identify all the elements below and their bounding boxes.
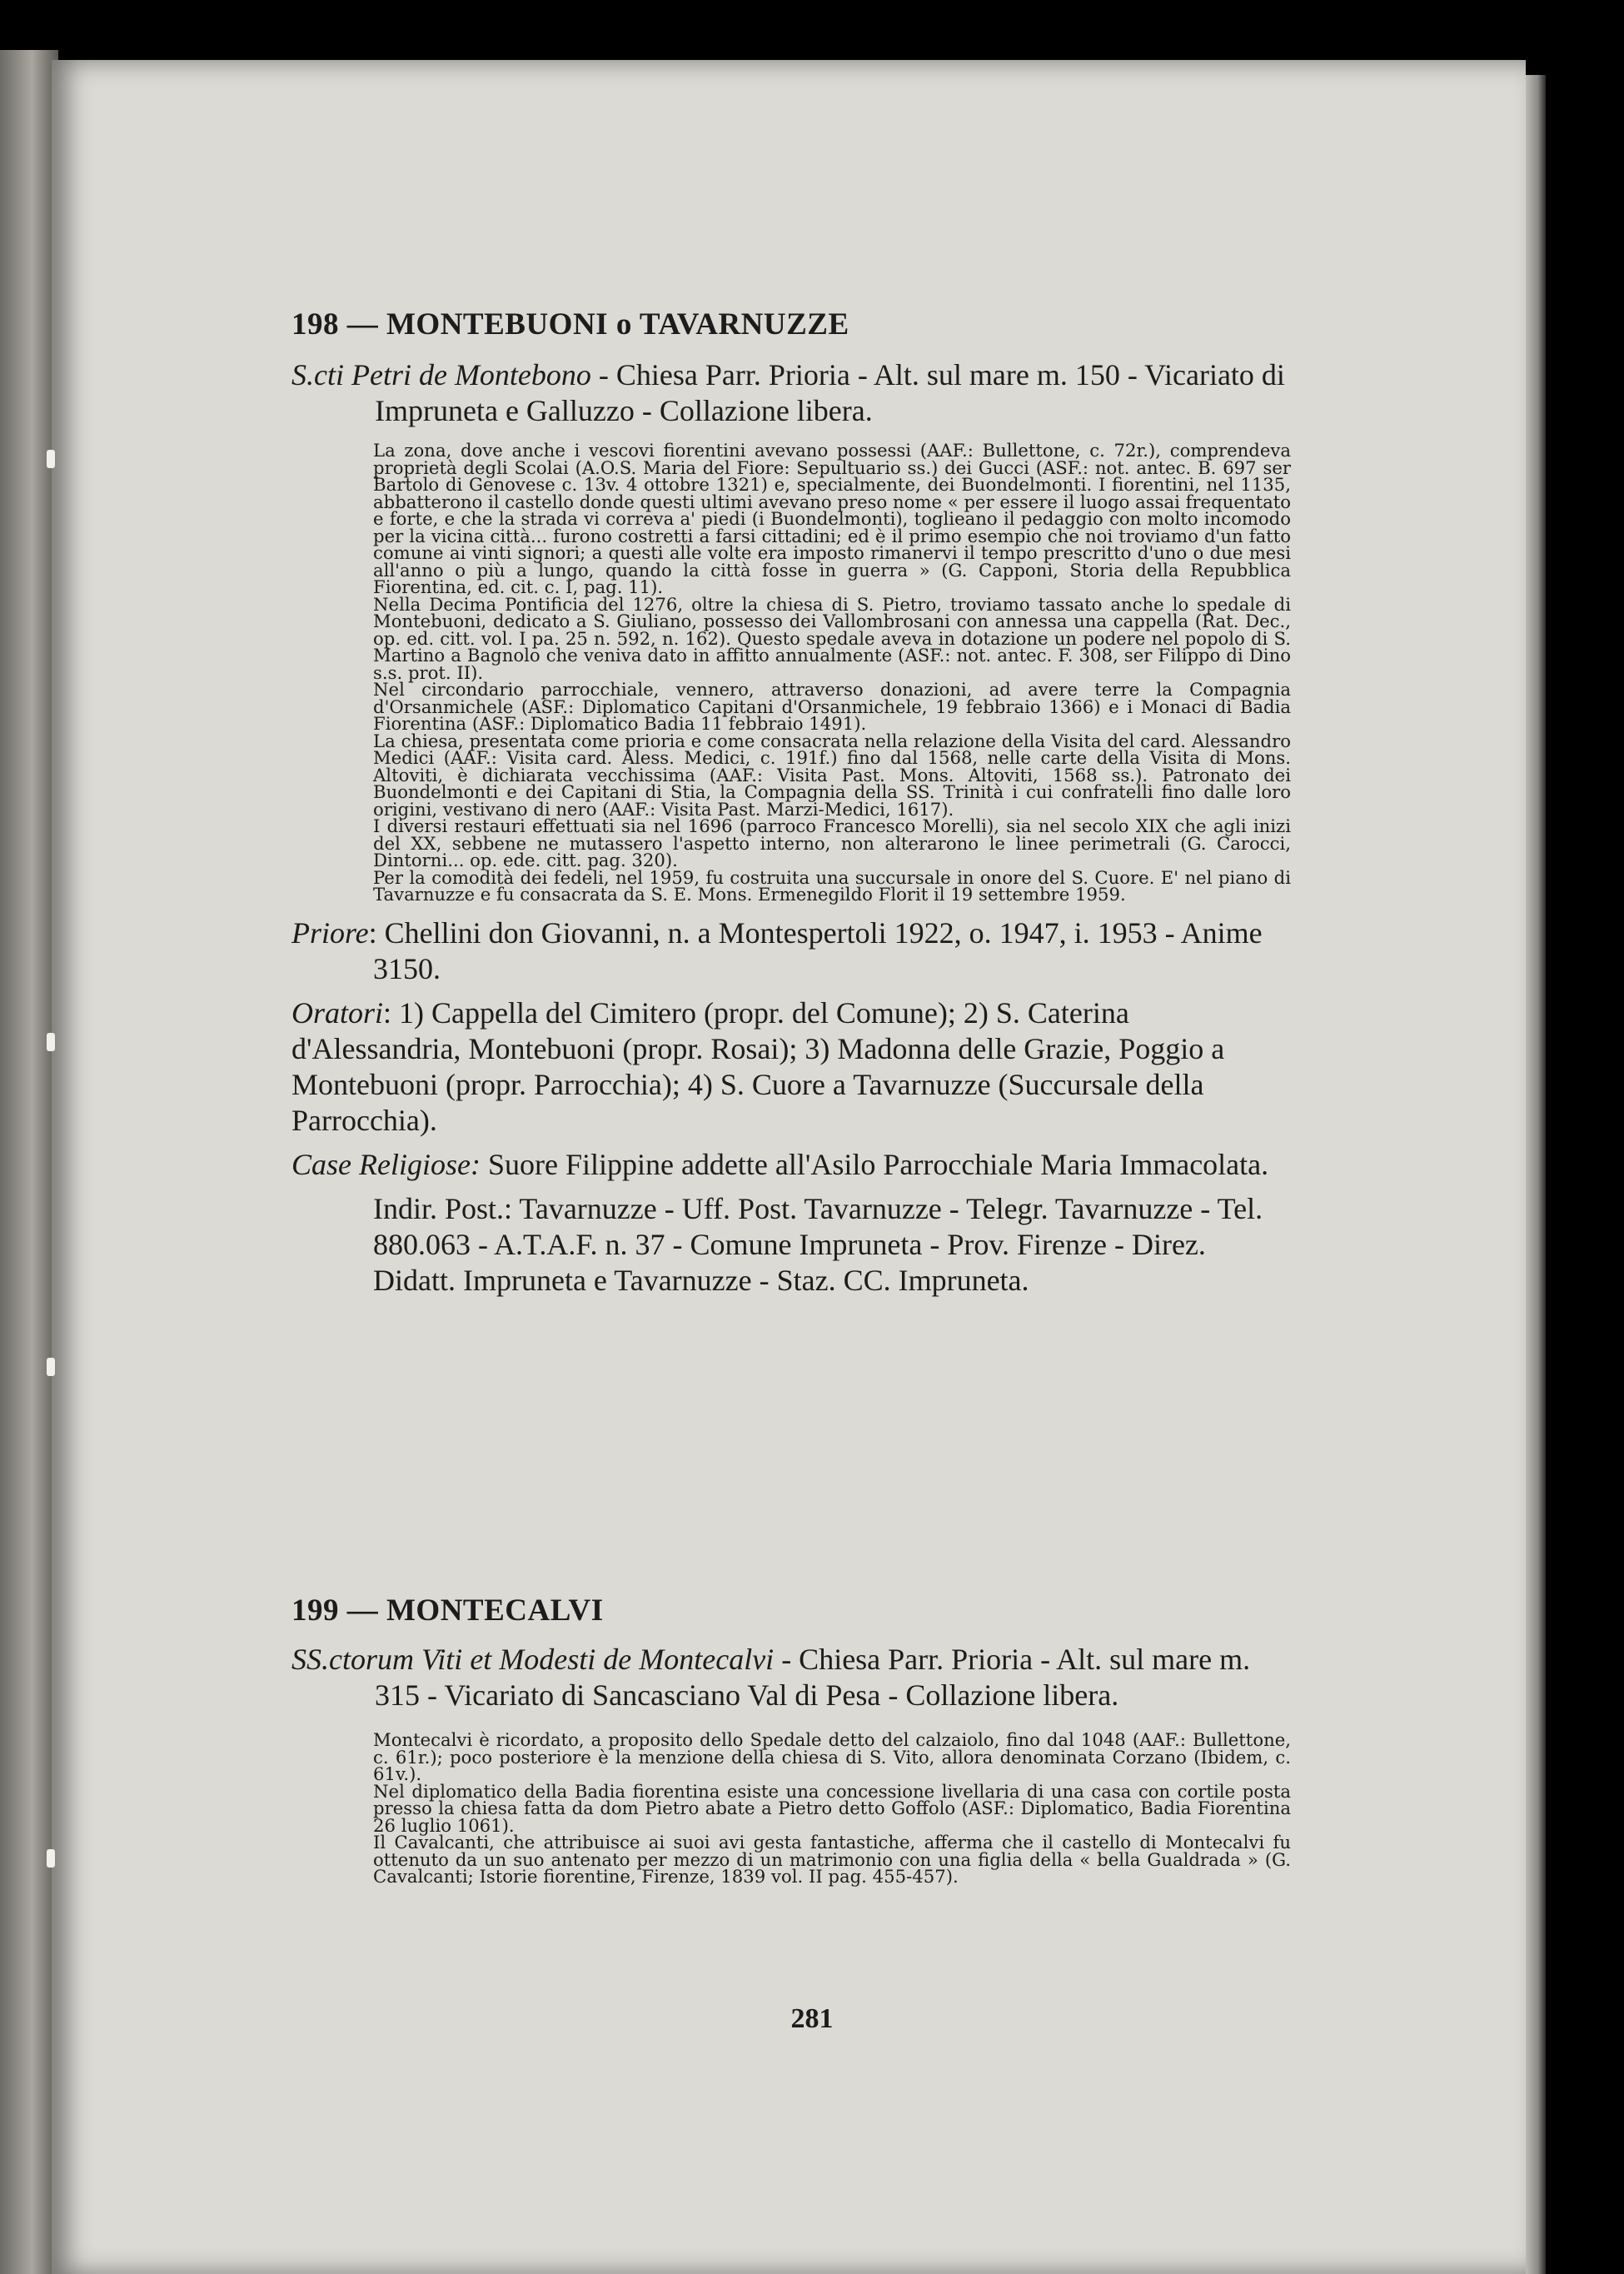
entry-title — [291, 1642, 1291, 1713]
entry-198 — [291, 307, 1291, 1299]
note-paragraph: La chiesa, presentata come prioria e come consacrata nella relazione della Visita del card. Alessandro Medici (AAF.: Visita card. Aless. Medici, c. 191f.) fino dal 1568, nelle carte della Visita di Mons. Altoviti, è dichiarata vecchissima (AAF.: Visita Past. Mons. Altoviti, 1568 ss.). Patronato dei Buondelmonti e dei Capitani di Stia, la Compagnia della SS. Trinità i cui confratelli fino dalle loro origini, vestivano di nero (AAF.: Visita Past. Marzi-Medici, 1617). — [373, 730, 1291, 820]
entry-title — [291, 357, 1291, 429]
case-religiose-entry — [291, 1147, 1291, 1183]
left-page-edge — [0, 50, 58, 2274]
church-details: - Chiesa Parr. Prioria - Alt. sul mare m. 150 - Vicariato di Impruneta e Galluzzo - Collazione libera. — [375, 358, 1285, 427]
oratori-text: : 1) Cappella del Cimitero (propr. del Comune); 2) S. Caterina d'Alessandria, Montebuoni (propr. Rosai); 3) Madonna delle Grazie, Poggio a Montebuoni (propr. Parrocchia); 4) S. Cuore a Tavarnuzze (Succursale della Parrocchia). — [291, 995, 1225, 1137]
note-paragraph: Per la comodità dei fedeli, nel 1959, fu costruita una succursale in onore del S. Cuore. E' nel piano di Tavarnuzze e fu consacrata da S. E. Mons. Ermenegildo Florit il 19 settembre 1959. — [373, 866, 1291, 905]
church-details: - Chiesa Parr. Prioria - Alt. sul mare m. 315 - Vicariato di Sancasciano Val di Pesa - Collazione libera. — [375, 1643, 1251, 1712]
binding-stitch — [47, 1033, 55, 1051]
church-latin-name: SS.ctorum Viti et Modesti de Montecalvi — [291, 1643, 775, 1676]
page-number: 281 — [790, 2003, 834, 2034]
binding-stitch — [47, 1849, 55, 1868]
entry-199 — [291, 1593, 1291, 1886]
case-text: Suore Filippine addette all'Asilo Parrocchiale Maria Immacolata. — [480, 1147, 1269, 1181]
note-paragraph: I diversi restauri effettuati sia nel 1696 (parroco Francesco Morelli), sia nel secolo XIX che agli inizi del XX, sebbene ne mutassero l'aspetto interno, non alterarono le linee perimetrali (G. Carocci, Dintorni... op. ede. citt. pag. 320). — [373, 815, 1291, 870]
binding-stitch — [47, 1358, 55, 1376]
indirizzo-entry: Indir. Post.: Tavarnuzze - Uff. Post. Tavarnuzze - Telegr. Tavarnuzze - Tel. 880.063 - A.T.A.F. n. 37 - Comune Impruneta - Prov. Firenze - Direz. Didatt. Impruneta e Tavarnuzze - Staz. CC. Impruneta. — [373, 1191, 1263, 1297]
priore-text: : Chellini don Giovanni, n. a Montespertoli 1922, o. 1947, i. 1953 - Anime 3150. — [368, 915, 1263, 985]
note-paragraph: Nel diplomatico della Badia fiorentina esiste una concessione livellaria di una casa con cortile posta presso la chiesa fatta da dom Pietro abate a Pietro detto Goffolo (ASF.: Diplomatico, Badia Fiorentina 26 luglio 1061). — [373, 1780, 1291, 1836]
historical-notes — [291, 442, 1291, 904]
note-paragraph: La zona, dove anche i vescovi fiorentini avevano possessi (AAF.: Bullettone, c. 72r.), comprendeva proprietà degli Scolai (A.O.S. Maria del Fiore: Sepultuario ss.) dei Gucci (ASF.: not. antec. B. 697 ser Bartolo di Genovese c. 13v. 4 ottobre 1321) e, specialmente, dei Buondelmonti. I fiorentini, nel 1135, abbatterono il castello donde questi ultimi avevano preso nome « per essere il luogo assai frequentato e forte, e che la strada vi correva a' piedi (i Buondelmonti), toglieano il pedaggio con molto incomodo per la vicina città... furono costretti a farsi cittadini; ed è il primo esempio che noi troviamo d'un fatto comune ai vinti signori; a questi alle volte era imposto rimanervi il tempo prescritto d'uno o due mesi all'anno o più a lungo, quando la città fosse in guerra » (G. Capponi, Storia della Repubblica Fiorentina, ed. cit. c. I, pag. 11). — [373, 440, 1291, 597]
priore-entry — [291, 915, 1291, 987]
entry-heading: 199 — MONTECALVI — [291, 1593, 604, 1628]
historical-notes — [291, 1729, 1291, 1887]
binding-stitch — [47, 450, 55, 468]
note-paragraph: Il Cavalcanti, che attribuisce ai suoi avi gesta fantastiche, afferma che il castello di Montecalvi fu ottenuto da un suo antenato per mezzo di un matrimonio con una figlia della « bella Gualdrada » (G. Cavalcanti; Istorie fiorentine, Firenze, 1839 vol. II pag. 455-457). — [373, 1832, 1291, 1887]
case-label: Case Religiose: — [291, 1147, 481, 1181]
page-fore-edge — [1526, 75, 1546, 2274]
entry-heading: 198 — MONTEBUONI o TAVARNUZZE — [291, 307, 849, 342]
church-latin-name: S.cti Petri de Montebono — [291, 358, 591, 391]
priore-label: Priore — [291, 915, 369, 950]
oratori-entry — [291, 995, 1291, 1139]
oratori-label: Oratori — [291, 995, 384, 1030]
note-paragraph: Montecalvi è ricordato, a proposito dello Spedale detto del calzaiolo, fino dal 1048 (AAF.: Bullettone, c. 61r.); poco posteriore è la menzione della chiesa di S. Vito, allora denominata Corzano (Ibidem, c. 61v.). — [373, 1729, 1291, 1784]
note-paragraph: Nella Decima Pontificia del 1276, oltre la chiesa di S. Pietro, troviamo tassato anche lo spedale di Montebuoni, dedicato a S. Giuliano, possesso dei Vallombrosani con annessa una cappella (Rat. Dec., op. ed. citt. vol. I pa. 25 n. 592, n. 162). Questo spedale aveva in dotazione un podere nel popolo di S. Martino a Bagnolo che veniva dato in affitto annualmente (ASF.: not. antec. F. 308, ser Filippo di Dino s.s. prot. II). — [373, 593, 1291, 683]
note-paragraph: Nel circondario parrocchiale, vennero, attraverso donazioni, ad avere terre la Compagnia d'Orsanmichele (ASF.: Diplomatico Capitani d'Orsanmichele, 19 febbraio 1366) e i Monaci di Badia Fiorentina (ASF.: Diplomatico Badia 11 febbraio 1491). — [373, 679, 1291, 734]
